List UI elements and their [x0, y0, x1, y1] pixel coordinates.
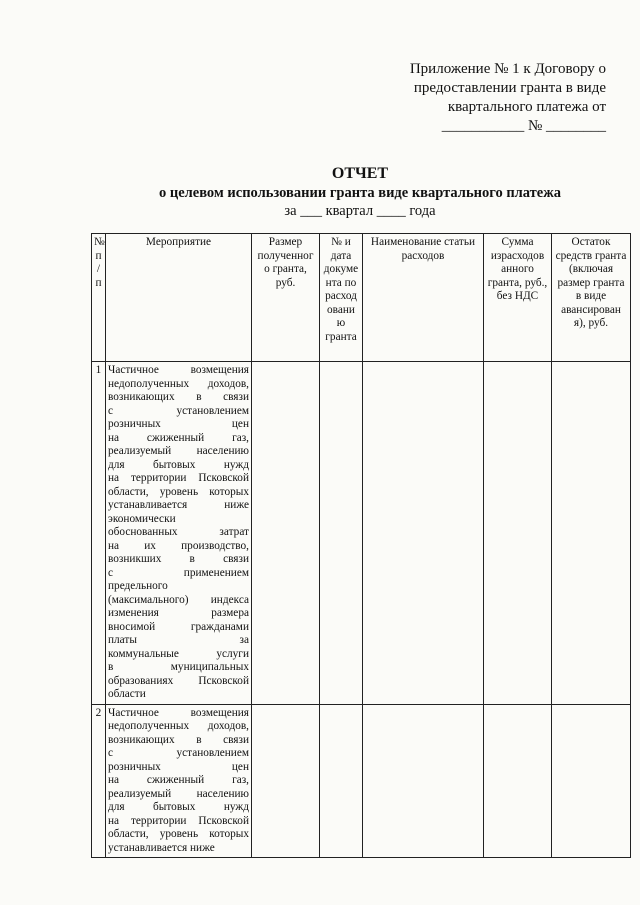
event-line: возникающих в связи: [108, 391, 249, 403]
event-line: с установлением: [108, 747, 249, 759]
event-line: коммунальные услуги: [108, 647, 249, 660]
event-line: на сжиженный газ,: [108, 431, 249, 444]
event-line: на территории Псковской: [108, 814, 249, 827]
event-line: области, уровень которых: [108, 828, 249, 840]
row-event: [106, 704, 252, 858]
report-period: за ___ квартал ____ года: [284, 203, 436, 219]
event-line: для бытовых нужд: [108, 801, 249, 813]
event-line: розничных цен: [108, 760, 249, 773]
header-remainder: Остаток средств гранта (включая размер гранта в виде авансирован я), руб.: [552, 234, 631, 362]
event-line: реализуемый населению: [108, 445, 249, 457]
event-line: области, уровень которых: [108, 485, 249, 498]
row-event: [106, 362, 252, 705]
event-line: розничных цен: [108, 418, 249, 430]
report-title-block: [90, 164, 630, 220]
event-line: платы за: [108, 634, 249, 646]
event-line: вносимой гражданами: [108, 620, 249, 633]
event-line: образованиях Псковской: [108, 674, 249, 687]
row-item: [363, 704, 484, 858]
header-spent: Сумма израсходов анного гранта, руб., без НДС: [484, 234, 552, 362]
event-line: на сжиженный газ,: [108, 774, 249, 786]
table-header-row: [92, 234, 631, 362]
appendix-line-1: Приложение № 1 к Договору о: [409, 61, 606, 77]
event-line: (максимального) индекса: [108, 593, 249, 606]
event-line: на их производство,: [108, 539, 249, 552]
header-event: Мероприятие: [106, 234, 252, 362]
event-line: обоснованных затрат: [108, 526, 249, 538]
event-line: для бытовых нужд: [108, 458, 249, 471]
event-line: области: [108, 688, 146, 700]
row-amount: [252, 704, 320, 858]
event-line: с применением: [108, 566, 249, 579]
row-spent: [484, 704, 552, 858]
appendix-line-4: ___________ № ________: [441, 118, 606, 134]
event-line: возникающих в связи: [108, 733, 249, 746]
row-remainder: [552, 704, 631, 858]
event-line: устанавливается ниже: [108, 841, 215, 854]
table-row: [92, 362, 631, 705]
row-item: [363, 362, 484, 705]
row-number: 2: [92, 704, 106, 858]
row-remainder: [552, 362, 631, 705]
report-title: ОТЧЕТ: [331, 165, 389, 182]
row-spent: [484, 362, 552, 705]
event-line: реализуемый населению: [108, 787, 249, 800]
header-num: № п / п: [92, 234, 106, 362]
row-number: 1: [92, 362, 106, 705]
report-table: [91, 233, 631, 858]
event-line: недополученных доходов,: [108, 377, 249, 390]
appendix-line-3: квартального платежа от: [447, 99, 606, 115]
header-item: Наименование статьи расходов: [363, 234, 484, 362]
event-line: на территории Псковской: [108, 472, 249, 484]
event-line: в муниципальных: [108, 661, 249, 673]
event-line: Частичное возмещения: [108, 364, 249, 376]
table-row: [92, 704, 631, 858]
event-line: Частичное возмещения: [108, 706, 249, 719]
row-doc: [320, 704, 363, 858]
event-line: предельного: [108, 580, 168, 592]
row-amount: [252, 362, 320, 705]
appendix-note: [396, 60, 606, 136]
header-amount: Размер полученног о гранта, руб.: [252, 234, 320, 362]
event-line: с установлением: [108, 404, 249, 417]
header-doc: № и дата докуме нта по расход овани ю гранта: [320, 234, 363, 362]
row-doc: [320, 362, 363, 705]
event-line: экономически: [108, 512, 176, 525]
appendix-line-2: предоставлении гранта в виде: [413, 80, 606, 96]
event-line: возникших в связи: [108, 553, 249, 565]
event-line: устанавливается ниже: [108, 499, 249, 511]
report-subtitle: о целевом использовании гранта виде квартального платежа: [158, 185, 562, 201]
event-line: изменения размера: [108, 607, 249, 619]
event-line: недополученных доходов,: [108, 720, 249, 732]
